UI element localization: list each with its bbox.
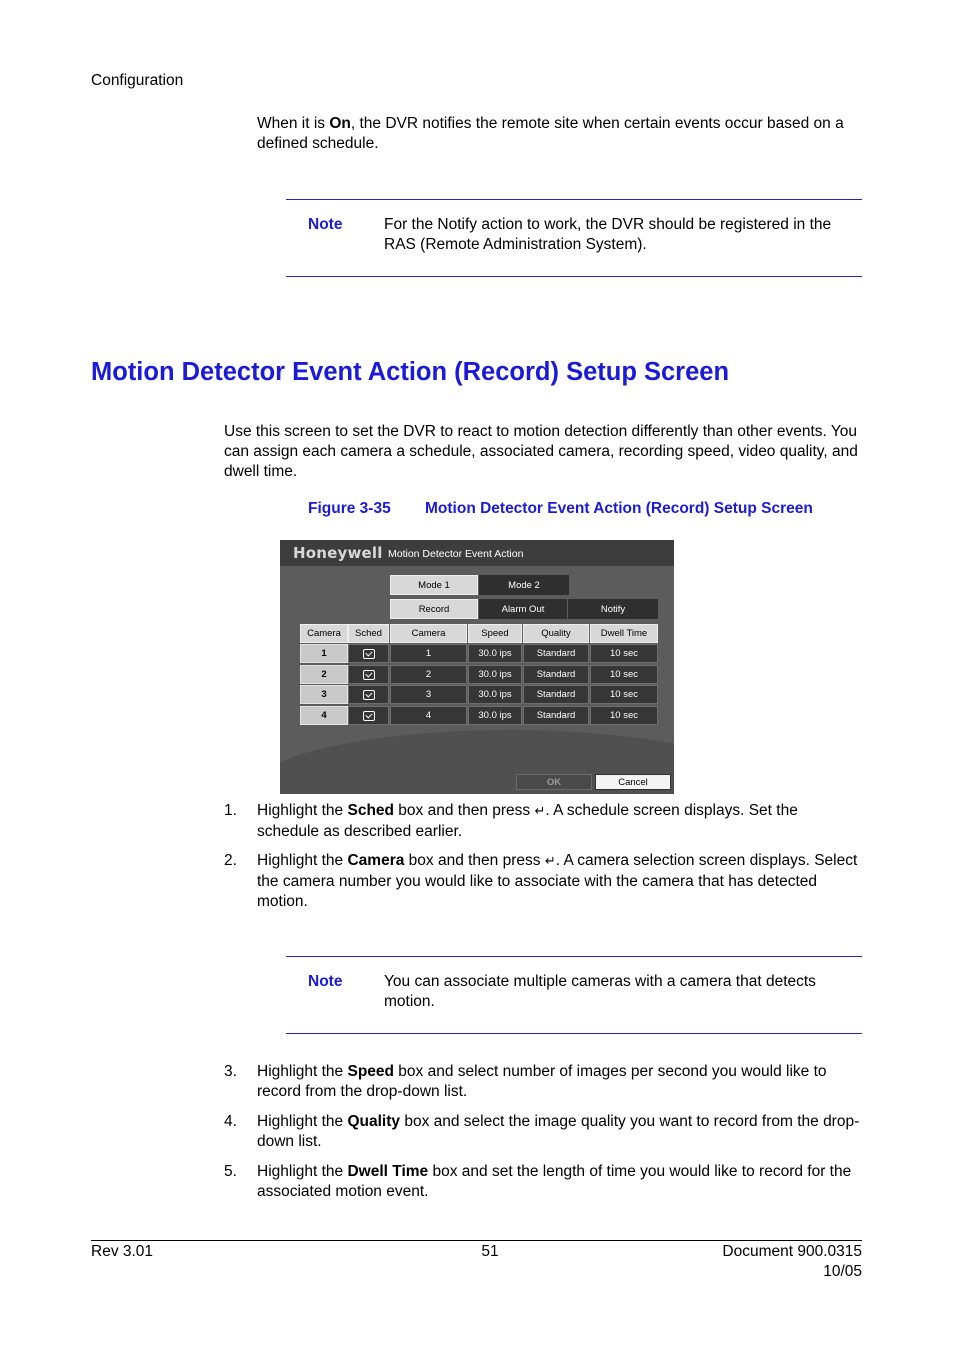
step-number: 5.	[224, 1163, 237, 1180]
bold-term: Camera	[347, 852, 405, 869]
column-header-linked-camera: Camera	[390, 624, 467, 643]
section-label: Configuration	[91, 72, 184, 89]
tab-record[interactable]: Record	[390, 599, 478, 619]
dwell-time-field[interactable]: 10 sec	[590, 665, 658, 684]
text-span: box and then press	[394, 802, 535, 819]
speed-field[interactable]: 30.0 ips	[468, 685, 522, 704]
text-span: . A camera selection screen displays. Select the camera number you would like to associate with the camera that has detected motion.	[257, 852, 858, 910]
dwell-time-field[interactable]: 10 sec	[590, 644, 658, 663]
footer-rule	[91, 1240, 862, 1241]
step-number: 3.	[224, 1063, 237, 1080]
footer-page-number: 51	[481, 1243, 499, 1260]
checkmark-icon	[363, 649, 375, 659]
speed-field[interactable]: 30.0 ips	[468, 706, 522, 725]
section-intro: Use this screen to set the DVR to react to motion detection differently than other events. You can assign each camera a schedule, associated camera, recording speed, video quality, and dwell time.	[224, 423, 858, 480]
column-header-camera: Camera	[300, 624, 348, 643]
note-top-rule	[286, 199, 862, 200]
camera-field[interactable]: 2	[390, 665, 467, 684]
quality-field[interactable]: Standard	[523, 665, 589, 684]
dwell-time-field[interactable]: 10 sec	[590, 706, 658, 725]
sched-button[interactable]	[348, 644, 389, 663]
quality-field[interactable]: Standard	[523, 644, 589, 663]
sched-button[interactable]	[348, 665, 389, 684]
step-text	[257, 1062, 863, 1102]
dvr-screen	[280, 540, 674, 794]
checkmark-icon	[363, 711, 375, 721]
bold-term: Speed	[347, 1063, 394, 1080]
dvr-title: Motion Detector Event Action	[388, 548, 524, 560]
step-number: 1.	[224, 802, 237, 819]
note-bottom-rule	[286, 276, 862, 277]
footer-document	[722, 1242, 862, 1282]
text-span: box and set the length of time you would like to record for the associated motion event.	[257, 1163, 852, 1200]
text-span: box and select the image quality you want to record from the drop-down list.	[257, 1113, 860, 1150]
text-span: box and then press	[404, 852, 545, 869]
speed-field[interactable]: 30.0 ips	[468, 665, 522, 684]
text-span: When it is	[257, 115, 330, 132]
intro-paragraph	[257, 114, 867, 154]
text-span: box and select number of images per second you would like to record from the drop-down list.	[257, 1063, 827, 1100]
bold-term: Dwell Time	[347, 1163, 429, 1180]
camera-number: 1	[300, 644, 348, 663]
text-span: Highlight the	[257, 1063, 348, 1080]
step-number: 4.	[224, 1113, 237, 1130]
column-header-sched: Sched	[348, 624, 389, 643]
tab-mode-1[interactable]: Mode 1	[390, 575, 478, 595]
footer-revision: Rev 3.01	[91, 1243, 154, 1260]
step-text	[257, 801, 863, 842]
text-span: Highlight the	[257, 1163, 348, 1180]
ok-button[interactable]: OK	[516, 774, 592, 790]
bold-term: Sched	[347, 802, 394, 819]
document-date: 10/05	[823, 1263, 862, 1280]
figure-number: Figure 3-35	[308, 500, 391, 517]
tab-mode-2[interactable]: Mode 2	[479, 575, 569, 595]
camera-field[interactable]: 4	[390, 706, 467, 725]
tab-alarm-out[interactable]: Alarm Out	[479, 599, 567, 619]
text-span: Highlight the	[257, 1113, 348, 1130]
sched-button[interactable]	[348, 706, 389, 725]
enter-key-icon: ↵	[534, 804, 546, 819]
checkmark-icon	[363, 690, 375, 700]
camera-number: 3	[300, 685, 348, 704]
honeywell-logo: Honeywell	[293, 544, 383, 562]
camera-field[interactable]: 3	[390, 685, 467, 704]
text-span: , the DVR notifies the remote site when certain events occur based on a defined schedule.	[257, 115, 844, 152]
step-text	[257, 1162, 863, 1202]
dwell-time-field[interactable]: 10 sec	[590, 685, 658, 704]
note-top-rule	[286, 956, 862, 957]
bold-term: Quality	[347, 1113, 401, 1130]
camera-number: 2	[300, 665, 348, 684]
document-number: Document 900.0315	[722, 1243, 862, 1260]
checkmark-icon	[363, 670, 375, 680]
step-number: 2.	[224, 852, 237, 869]
note-label: Note	[308, 973, 343, 990]
column-header-speed: Speed	[468, 624, 522, 643]
section-heading: Motion Detector Event Action (Record) Setup Screen	[91, 358, 730, 386]
text-span: Highlight the	[257, 802, 348, 819]
text-span: Highlight the	[257, 852, 348, 869]
quality-field[interactable]: Standard	[523, 706, 589, 725]
step-text	[257, 851, 863, 912]
note-bottom-rule	[286, 1033, 862, 1034]
note-text: For the Notify action to work, the DVR should be registered in the RAS (Remote Administration System).	[384, 216, 832, 253]
speed-field[interactable]: 30.0 ips	[468, 644, 522, 663]
step-text	[257, 1112, 863, 1152]
figure-title: Motion Detector Event Action (Record) Setup Screen	[425, 500, 813, 517]
quality-field[interactable]: Standard	[523, 685, 589, 704]
camera-field[interactable]: 1	[390, 644, 467, 663]
bold-term: On	[329, 115, 351, 132]
text-span: . A schedule screen displays. Set the schedule as described earlier.	[257, 802, 798, 840]
sched-button[interactable]	[348, 685, 389, 704]
note-text: You can associate multiple cameras with a camera that detects motion.	[384, 973, 816, 1010]
tab-notify[interactable]: Notify	[568, 599, 658, 619]
cancel-button[interactable]: Cancel	[595, 774, 671, 790]
column-header-dwell-time: Dwell Time	[590, 624, 658, 643]
enter-key-icon: ↵	[544, 854, 556, 869]
camera-number: 4	[300, 706, 348, 725]
column-header-quality: Quality	[523, 624, 589, 643]
note-label: Note	[308, 216, 343, 233]
